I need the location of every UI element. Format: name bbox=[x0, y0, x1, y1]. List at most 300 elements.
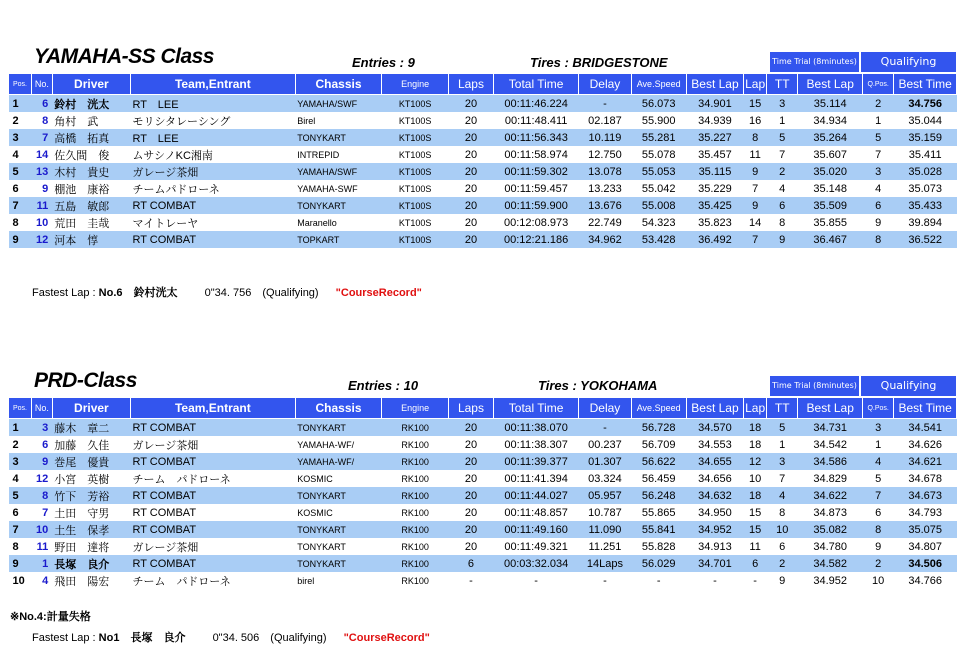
cell-delay: 00.237 bbox=[588, 438, 622, 451]
table-row bbox=[9, 180, 957, 197]
cell-ttbest: 34.934 bbox=[813, 114, 848, 127]
cell-delay: 02.187 bbox=[588, 114, 622, 127]
column-header-tt: TT bbox=[767, 74, 798, 95]
cell-qpos: 10 bbox=[872, 574, 885, 587]
cell-bestlap: 34.913 bbox=[698, 540, 732, 553]
cell-bestlap: 34.656 bbox=[698, 472, 732, 485]
cell-laps: 20 bbox=[464, 148, 478, 161]
cell-chassis: TONYKART bbox=[295, 129, 382, 146]
fastest-lap-driver: 鈴村洸太 bbox=[133, 287, 178, 299]
cell-tt: 4 bbox=[767, 487, 798, 504]
cell-ave: 55.008 bbox=[631, 197, 686, 214]
cell-total: 00:11:59.457 bbox=[504, 182, 568, 195]
cell-laps: 20 bbox=[449, 521, 494, 538]
fastest-lap-time: 0"34. 506 (Qualifying) bbox=[212, 632, 327, 644]
cell-lap: 15 bbox=[744, 95, 767, 113]
cell-engine: RK100 bbox=[401, 541, 429, 552]
cell-bestlap: 34.655 bbox=[686, 453, 743, 470]
cell-qpos: 6 bbox=[863, 197, 894, 214]
table-row bbox=[9, 572, 957, 589]
table-row bbox=[9, 146, 957, 163]
tires-label: Tires : YOKOHAMA bbox=[538, 378, 658, 393]
cell-no: 12 bbox=[36, 472, 49, 485]
cell-pos: 1 bbox=[9, 419, 32, 437]
cell-lap: 9 bbox=[744, 197, 767, 214]
table-row bbox=[9, 214, 957, 231]
cell-delay: 12.750 bbox=[588, 148, 622, 161]
cell-qbest: 35.044 bbox=[908, 114, 942, 127]
cell-tt: 4 bbox=[779, 182, 786, 195]
cell-team: RT COMBAT bbox=[130, 419, 295, 437]
cell-lap: 10 bbox=[749, 472, 762, 485]
cell-qpos: 1 bbox=[875, 438, 882, 451]
cell-bestlap: 34.952 bbox=[686, 521, 743, 538]
cell-tt: 9 bbox=[779, 574, 786, 587]
cell-qpos: 5 bbox=[863, 129, 894, 146]
cell-total: 00:11:59.900 bbox=[493, 197, 579, 214]
cell-ave: 56.459 bbox=[641, 472, 676, 485]
cell-chassis: TONYKART bbox=[295, 555, 382, 572]
cell-pos: 8 bbox=[12, 540, 19, 553]
cell-lap: 15 bbox=[744, 521, 767, 538]
cell-qbest: 35.433 bbox=[894, 197, 957, 214]
column-header-team: Team,Entrant bbox=[130, 398, 295, 419]
cell-delay: 10.119 bbox=[579, 129, 631, 146]
cell-no: 8 bbox=[31, 487, 52, 504]
cell-no: 6 bbox=[31, 95, 52, 113]
cell-tt: 2 bbox=[767, 163, 798, 180]
cell-bestlap: 35.115 bbox=[686, 163, 743, 180]
cell-bestlap: 35.425 bbox=[686, 197, 743, 214]
table-row bbox=[9, 538, 957, 555]
cell-laps: 20 bbox=[464, 540, 478, 553]
cell-total: 00:11:56.343 bbox=[493, 129, 579, 146]
cell-ave: 55.865 bbox=[641, 506, 676, 519]
cell-team: RT LEE bbox=[130, 129, 295, 146]
cell-laps: 20 bbox=[449, 419, 494, 437]
column-header-qpos: Q.Pos. bbox=[863, 74, 894, 95]
cell-team: RT COMBAT bbox=[132, 506, 197, 519]
cell-tt: 7 bbox=[779, 472, 786, 485]
cell-qbest: 34.793 bbox=[908, 506, 942, 519]
cell-engine: RK100 bbox=[401, 439, 429, 450]
cell-laps: 20 bbox=[464, 114, 478, 127]
cell-total: 00:11:48.857 bbox=[504, 506, 568, 519]
cell-tt: 7 bbox=[779, 148, 786, 161]
cell-driver: 竹下 芳裕 bbox=[52, 487, 130, 504]
cell-ttbest: 35.855 bbox=[813, 216, 848, 229]
cell-ttbest: 34.622 bbox=[798, 487, 863, 504]
column-header-ttbest: Best Lap bbox=[798, 74, 863, 95]
column-header-chassis: Chassis bbox=[295, 74, 382, 95]
cell-qpos: 4 bbox=[875, 182, 882, 195]
cell-team: RT COMBAT bbox=[130, 555, 295, 572]
cell-bestlap: 34.632 bbox=[686, 487, 743, 504]
table-row bbox=[9, 95, 957, 113]
cell-ave: 55.042 bbox=[641, 182, 676, 195]
cell-bestlap: 34.701 bbox=[686, 555, 743, 572]
cell-total: 00:11:39.377 bbox=[493, 453, 579, 470]
cell-no: 13 bbox=[31, 163, 52, 180]
cell-tt: 6 bbox=[779, 540, 786, 553]
disqualification-note: ※No.4:計量失格 bbox=[10, 611, 91, 623]
cell-bestlap: 34.950 bbox=[698, 506, 732, 519]
table-row bbox=[9, 470, 957, 487]
cell-total: 00:11:49.160 bbox=[493, 521, 579, 538]
cell-bestlap: 35.227 bbox=[686, 129, 743, 146]
cell-lap: 16 bbox=[749, 114, 762, 127]
cell-lap: 11 bbox=[749, 540, 761, 553]
column-header-engine: Engine bbox=[382, 398, 449, 419]
cell-delay: 13.676 bbox=[579, 197, 631, 214]
table-row bbox=[9, 129, 957, 146]
cell-lap: 12 bbox=[744, 453, 767, 470]
cell-ttbest: 34.780 bbox=[813, 540, 848, 553]
cell-chassis: TONYKART bbox=[295, 419, 382, 437]
cell-chassis: YAMAHA/SWF bbox=[295, 163, 382, 180]
table-row bbox=[9, 521, 957, 538]
cell-driver: 木村 貴史 bbox=[52, 163, 130, 180]
time-trial-header: Time Trial (8minutes) bbox=[770, 376, 859, 396]
cell-bestlap: 34.939 bbox=[698, 114, 732, 127]
cell-total: 00:11:59.302 bbox=[493, 163, 579, 180]
cell-qbest: 34.766 bbox=[908, 574, 942, 587]
cell-engine: RK100 bbox=[382, 555, 449, 572]
cell-chassis: TONYKART bbox=[297, 541, 346, 552]
cell-no: 1 bbox=[31, 555, 52, 572]
cell-laps: 20 bbox=[449, 487, 494, 504]
cell-delay: 13.078 bbox=[579, 163, 631, 180]
cell-chassis: birel bbox=[297, 575, 315, 586]
time-trial-header: Time Trial (8minutes) bbox=[770, 52, 859, 72]
cell-chassis: YAMAHA/SWF bbox=[295, 95, 382, 113]
cell-qpos: 2 bbox=[863, 555, 894, 572]
table-row bbox=[9, 231, 957, 248]
cell-ave: 56.622 bbox=[631, 453, 686, 470]
cell-qpos: 7 bbox=[875, 148, 882, 161]
results-table bbox=[8, 73, 957, 248]
cell-ttbest: 35.264 bbox=[798, 129, 863, 146]
cell-pos: 3 bbox=[9, 453, 32, 470]
cell-lap: 11 bbox=[749, 148, 761, 161]
cell-total: 00:11:44.027 bbox=[493, 487, 579, 504]
cell-laps: 6 bbox=[449, 555, 494, 572]
cell-qpos: 8 bbox=[863, 231, 894, 248]
cell-driver: 加藤 久佳 bbox=[54, 439, 110, 452]
table-row bbox=[9, 555, 957, 572]
cell-engine: KT100S bbox=[398, 217, 432, 228]
cell-delay: 11.251 bbox=[588, 540, 622, 553]
table-row bbox=[9, 419, 957, 437]
cell-ave: 56.728 bbox=[631, 419, 686, 437]
cell-qpos: 5 bbox=[875, 472, 882, 485]
column-header-no: No. bbox=[31, 74, 52, 95]
cell-pos: 1 bbox=[9, 95, 32, 113]
cell-qbest: 34.807 bbox=[908, 540, 942, 553]
cell-qpos: 2 bbox=[863, 95, 894, 113]
cell-chassis: YAMAHA-WF/ bbox=[297, 439, 355, 450]
cell-delay: - bbox=[603, 574, 607, 587]
cell-team: RT COMBAT bbox=[130, 453, 295, 470]
fastest-lap-driver: 長塚 良介 bbox=[130, 632, 186, 644]
column-header-driver: Driver bbox=[52, 74, 130, 95]
cell-driver: 小宮 英樹 bbox=[54, 473, 110, 486]
cell-pos: 6 bbox=[12, 506, 19, 519]
column-header-ave: Ave.Speed bbox=[631, 74, 686, 95]
cell-ttbest: 35.020 bbox=[798, 163, 863, 180]
cell-tt: 8 bbox=[779, 216, 786, 229]
cell-ttbest: 34.731 bbox=[798, 419, 863, 437]
cell-engine: RK100 bbox=[382, 487, 449, 504]
cell-delay: 01.307 bbox=[579, 453, 631, 470]
cell-ave: 55.078 bbox=[641, 148, 676, 161]
column-header-delay: Delay bbox=[579, 74, 631, 95]
cell-ttbest: 35.607 bbox=[813, 148, 848, 161]
cell-ttbest: 35.114 bbox=[798, 95, 863, 113]
cell-lap: - bbox=[753, 574, 757, 587]
cell-qbest: 34.756 bbox=[894, 95, 957, 113]
cell-total: 00:03:32.034 bbox=[493, 555, 579, 572]
table-row bbox=[9, 504, 957, 521]
cell-engine: KT100S bbox=[398, 149, 432, 160]
cell-bestlap: 34.901 bbox=[686, 95, 743, 113]
cell-driver: 巻尾 優貴 bbox=[52, 453, 130, 470]
entries-count: Entries : 10 bbox=[348, 378, 419, 393]
cell-laps: 20 bbox=[449, 95, 494, 113]
cell-team: モリシタレーシング bbox=[132, 115, 231, 128]
column-header-engine: Engine bbox=[382, 74, 449, 95]
cell-engine: KT100S bbox=[382, 231, 449, 248]
column-header-no: No. bbox=[31, 398, 52, 419]
qualifying-header: Qualifying bbox=[861, 376, 956, 396]
cell-qpos: 9 bbox=[875, 540, 882, 553]
cell-tt: 6 bbox=[767, 197, 798, 214]
cell-driver: 棚池 康裕 bbox=[54, 183, 110, 196]
column-header-lap: Lap bbox=[744, 74, 767, 95]
fastest-lap-time: 0"34. 756 (Qualifying) bbox=[204, 287, 319, 299]
cell-lap: 15 bbox=[749, 506, 762, 519]
cell-qpos: 9 bbox=[875, 216, 882, 229]
cell-delay: 11.090 bbox=[579, 521, 631, 538]
cell-ttbest: 35.082 bbox=[798, 521, 863, 538]
cell-driver: 鈴村 洸太 bbox=[52, 95, 130, 113]
cell-qbest: 35.028 bbox=[894, 163, 957, 180]
cell-qbest: 39.894 bbox=[908, 216, 942, 229]
cell-driver: 高橋 拓真 bbox=[52, 129, 130, 146]
column-header-pos: Pos. bbox=[9, 74, 32, 95]
cell-team: RT COMBAT bbox=[130, 231, 295, 248]
column-header-bestlap: Best Lap bbox=[686, 74, 743, 95]
column-header-total: Total Time bbox=[493, 398, 579, 419]
cell-chassis: Maranello bbox=[297, 217, 337, 228]
column-header-qbest: Best Time bbox=[894, 398, 957, 419]
cell-ave: - bbox=[656, 574, 661, 587]
cell-ave: 55.828 bbox=[641, 540, 676, 553]
course-record-label: "CourseRecord" bbox=[335, 287, 422, 299]
column-header-tt: TT bbox=[767, 398, 798, 419]
cell-total: 00:11:41.394 bbox=[504, 472, 568, 485]
cell-lap: 7 bbox=[744, 231, 767, 248]
cell-pos: 2 bbox=[12, 438, 19, 451]
cell-pos: 7 bbox=[9, 521, 32, 538]
section-title: YAMAHA-SS Class bbox=[34, 45, 214, 68]
cell-qbest: 36.522 bbox=[894, 231, 957, 248]
cell-delay: 22.749 bbox=[588, 216, 622, 229]
cell-team: ガレージ茶畑 bbox=[130, 163, 295, 180]
cell-delay: - bbox=[579, 419, 631, 437]
column-header-laps: Laps bbox=[449, 74, 494, 95]
cell-bestlap: - bbox=[713, 574, 717, 587]
cell-engine: RK100 bbox=[382, 453, 449, 470]
header-row bbox=[9, 74, 957, 95]
cell-qbest: 34.678 bbox=[908, 472, 942, 485]
cell-qpos: 8 bbox=[863, 521, 894, 538]
cell-total: 00:11:38.070 bbox=[493, 419, 579, 437]
cell-delay: 13.233 bbox=[588, 182, 622, 195]
cell-ave: 55.841 bbox=[631, 521, 686, 538]
cell-delay: 05.957 bbox=[579, 487, 631, 504]
cell-driver: 五島 敏郎 bbox=[52, 197, 130, 214]
course-record-label: "CourseRecord" bbox=[343, 632, 430, 644]
cell-pos: 3 bbox=[9, 129, 32, 146]
cell-no: 11 bbox=[36, 540, 49, 553]
cell-driver: 河本 惇 bbox=[52, 231, 130, 248]
cell-no: 10 bbox=[36, 216, 49, 229]
cell-qpos: 6 bbox=[875, 506, 882, 519]
cell-total: - bbox=[534, 574, 538, 587]
cell-no: 11 bbox=[31, 197, 52, 214]
cell-driver: 長塚 良介 bbox=[52, 555, 130, 572]
cell-no: 8 bbox=[42, 114, 49, 127]
fastest-lap-no: No.6 bbox=[98, 287, 123, 299]
cell-qbest: 34.673 bbox=[894, 487, 957, 504]
cell-engine: RK100 bbox=[382, 419, 449, 437]
cell-chassis: Birel bbox=[297, 115, 316, 126]
cell-engine: KT100S bbox=[398, 183, 432, 194]
fastest-lap-no: No1 bbox=[98, 632, 120, 644]
cell-ttbest: 35.509 bbox=[798, 197, 863, 214]
cell-laps: 20 bbox=[449, 129, 494, 146]
column-header-pos: Pos. bbox=[9, 398, 32, 419]
cell-tt: 5 bbox=[767, 419, 798, 437]
cell-qpos: 1 bbox=[875, 114, 882, 127]
cell-no: 9 bbox=[42, 182, 49, 195]
cell-tt: 8 bbox=[779, 506, 786, 519]
column-header-chassis: Chassis bbox=[295, 398, 382, 419]
cell-pos: 8 bbox=[12, 216, 19, 229]
cell-bestlap: 34.570 bbox=[686, 419, 743, 437]
cell-pos: 4 bbox=[12, 472, 19, 485]
cell-qbest: 35.159 bbox=[894, 129, 957, 146]
cell-engine: RK100 bbox=[382, 521, 449, 538]
cell-pos: 6 bbox=[12, 182, 19, 195]
cell-delay: 14Laps bbox=[579, 555, 631, 572]
header-row bbox=[9, 398, 957, 419]
column-header-team: Team,Entrant bbox=[130, 74, 295, 95]
cell-ttbest: 34.542 bbox=[813, 438, 848, 451]
cell-pos: 9 bbox=[9, 231, 32, 248]
table-row bbox=[9, 487, 957, 504]
cell-laps: 20 bbox=[449, 453, 494, 470]
cell-no: 9 bbox=[31, 453, 52, 470]
cell-engine: KT100S bbox=[382, 163, 449, 180]
column-header-ttbest: Best Lap bbox=[798, 398, 863, 419]
fastest-lap-line bbox=[32, 629, 430, 645]
cell-no: 7 bbox=[31, 129, 52, 146]
cell-ttbest: 35.148 bbox=[813, 182, 848, 195]
cell-laps: 20 bbox=[449, 197, 494, 214]
cell-tt: 5 bbox=[767, 129, 798, 146]
cell-laps: 20 bbox=[464, 216, 478, 229]
cell-laps: - bbox=[469, 574, 473, 587]
cell-no: 7 bbox=[42, 506, 49, 519]
cell-pos: 2 bbox=[12, 114, 19, 127]
cell-ttbest: 34.586 bbox=[798, 453, 863, 470]
cell-tt: 1 bbox=[779, 438, 786, 451]
cell-no: 14 bbox=[36, 148, 49, 161]
cell-lap: 6 bbox=[744, 555, 767, 572]
cell-chassis: TONYKART bbox=[295, 197, 382, 214]
cell-lap: 18 bbox=[749, 438, 762, 451]
cell-pos: 9 bbox=[9, 555, 32, 572]
cell-engine: KT100S bbox=[382, 95, 449, 113]
cell-pos: 10 bbox=[12, 574, 25, 587]
cell-delay: - bbox=[579, 95, 631, 113]
column-header-bestlap: Best Lap bbox=[686, 398, 743, 419]
cell-engine: KT100S bbox=[398, 115, 432, 126]
cell-ave: 55.053 bbox=[631, 163, 686, 180]
cell-team: チームパドローネ bbox=[132, 183, 220, 196]
cell-qpos: 4 bbox=[863, 453, 894, 470]
cell-lap: 8 bbox=[744, 129, 767, 146]
cell-qbest: 34.621 bbox=[894, 453, 957, 470]
cell-bestlap: 35.823 bbox=[698, 216, 732, 229]
cell-pos: 5 bbox=[9, 163, 32, 180]
results-table bbox=[8, 397, 957, 589]
table-row bbox=[9, 197, 957, 214]
cell-delay: 03.324 bbox=[588, 472, 622, 485]
cell-qpos: 3 bbox=[863, 163, 894, 180]
cell-ttbest: 36.467 bbox=[798, 231, 863, 248]
cell-ave: 56.029 bbox=[631, 555, 686, 572]
fastest-lap-prefix: Fastest Lap : bbox=[32, 287, 99, 299]
cell-driver: 飛田 陽宏 bbox=[54, 575, 110, 588]
cell-tt: 3 bbox=[767, 453, 798, 470]
cell-engine: RK100 bbox=[401, 507, 429, 518]
column-header-ave: Ave.Speed bbox=[631, 398, 686, 419]
column-header-qpos: Q.Pos. bbox=[863, 398, 894, 419]
cell-engine: KT100S bbox=[382, 129, 449, 146]
cell-tt: 2 bbox=[767, 555, 798, 572]
cell-delay: 34.962 bbox=[579, 231, 631, 248]
cell-bestlap: 35.457 bbox=[698, 148, 732, 161]
table-row bbox=[9, 453, 957, 470]
cell-bestlap: 35.229 bbox=[698, 182, 732, 195]
cell-laps: 20 bbox=[464, 506, 478, 519]
cell-laps: 20 bbox=[449, 231, 494, 248]
cell-laps: 20 bbox=[464, 182, 478, 195]
cell-chassis: YAMAHA-WF/ bbox=[295, 453, 382, 470]
cell-tt: 9 bbox=[767, 231, 798, 248]
cell-no: 12 bbox=[31, 231, 52, 248]
cell-driver: 土田 守男 bbox=[54, 507, 110, 520]
cell-pos: 7 bbox=[9, 197, 32, 214]
cell-engine: RK100 bbox=[401, 473, 429, 484]
cell-team: RT LEE bbox=[130, 95, 295, 113]
cell-ttbest: 34.952 bbox=[813, 574, 848, 587]
cell-ave: 55.900 bbox=[641, 114, 676, 127]
cell-ave: 53.428 bbox=[631, 231, 686, 248]
